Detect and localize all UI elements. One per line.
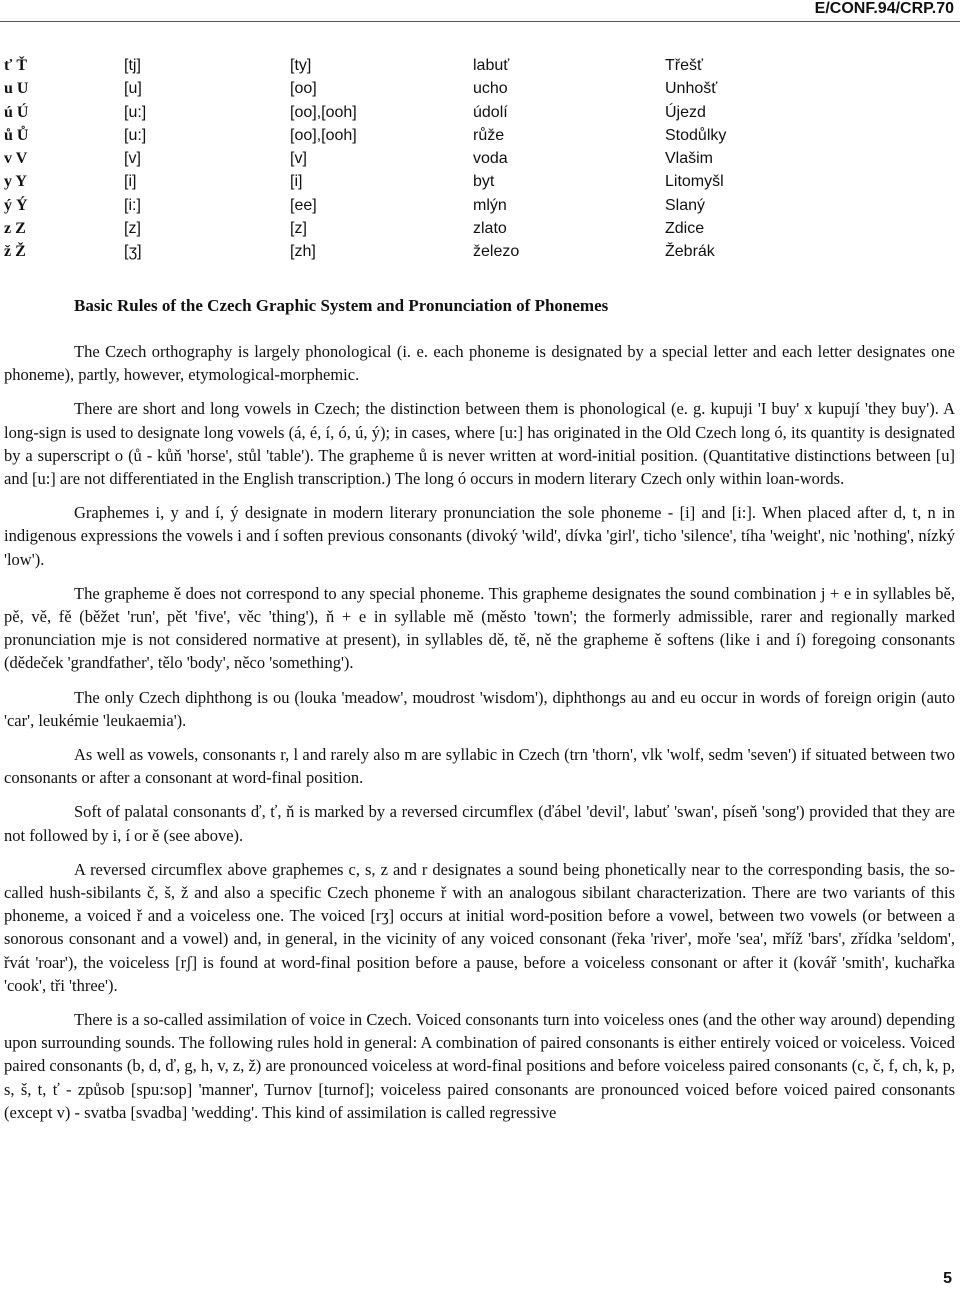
page-number: 5 bbox=[943, 1270, 952, 1287]
paragraph: As well as vowels, consonants r, l and rarely also m are syllabic in Czech (trn 'thorn', vlk 'wolf, sedm 'seven') if situated between two consonants or after a consonant at word-final position. bbox=[4, 745, 955, 788]
table-cell-letter: ť Ť bbox=[4, 57, 28, 74]
table-cell-example-word: labuť bbox=[473, 57, 510, 74]
table-cell-example-word: údolí bbox=[473, 103, 508, 121]
paragraph: There are short and long vowels in Czech; the distinction between them is phonological (e. g. kupuji 'I buy' x kupují 'they buy'). A long-sign is used to designate long vowels (á, é, í, ó, ú, ý); in cases, where [u:] has originated in the Old Czech long ó, its quantity is designated by a superscript o (ů - kůň 'horse', stůl 'table'). The grapheme ů is never written at word-initial position. (Quantitative distinctions between [u] and [u:] are not differentiated in the English transcription.) The long ó occurs in modern literary Czech only within loan-words. bbox=[4, 399, 955, 489]
paragraph: The only Czech diphthong is ou (louka 'meadow', moudrost 'wisdom'), diphthongs au and eu occur in words of foreign origin (auto 'car', leukémie 'leukaemia'). bbox=[4, 687, 955, 730]
table-cell-example-word: byt bbox=[473, 173, 495, 191]
table-row bbox=[0, 124, 960, 147]
table-cell-example-place: Zdice bbox=[665, 220, 705, 238]
table-cell-ipa: [ʒ] bbox=[124, 243, 142, 261]
table-row bbox=[0, 101, 960, 124]
table-cell-ipa: [z] bbox=[124, 220, 141, 238]
table-cell-letter: z Z bbox=[4, 220, 26, 238]
table-cell-example-place: Slaný bbox=[665, 196, 706, 214]
table-cell-english-transcription: [oo],[ooh] bbox=[290, 103, 357, 121]
table-cell-example-word: zlato bbox=[473, 220, 507, 238]
table-cell-english-transcription: [i] bbox=[290, 173, 303, 191]
paragraph: The Czech orthography is largely phonological (i. e. each phoneme is designated by a special letter and each letter designates one phoneme), partly, however, etymological-morphemic. bbox=[4, 342, 955, 385]
table-cell-ipa: [u:] bbox=[124, 126, 147, 144]
paragraph: There is a so-called assimilation of voice in Czech. Voiced consonants turn into voiceless ones (and the other way around) depending upon surrounding sounds. The following rules hold in general: A combination of paired consonants is either entirely voiced or voiceless. Voiced paired consonants (b, d, ď, g, h, v, z, ž) are pronounced voiceless at word-final positions and before voiceless paired consonants (c, č, f, ch, k, p, s, š, t, ť - způsob [spu:sop] 'manner', Turnov [turnof]; voiceless paired consonants are pronounced voiced before voiced paired consonants (except v) - svatba [svadba] 'wedding'. This kind of assimilation is called regressive bbox=[4, 1010, 955, 1122]
table-cell-letter: ž Ž bbox=[4, 243, 26, 261]
table-cell-example-word: růže bbox=[473, 126, 505, 144]
table-cell-example-place: Žebrák bbox=[665, 243, 715, 261]
table-cell-example-place: Vlašim bbox=[665, 150, 714, 168]
document-id: E/CONF.94/CRP.70 bbox=[814, 0, 954, 17]
table-cell-english-transcription: [v] bbox=[290, 150, 307, 168]
table-cell-example-place: Unhošť bbox=[665, 80, 718, 98]
table-row bbox=[0, 54, 960, 77]
table-cell-letter: ú Ú bbox=[4, 103, 29, 121]
table-cell-ipa: [v] bbox=[124, 150, 141, 168]
table-cell-example-word: mlýn bbox=[473, 196, 507, 214]
table-cell-ipa: [u] bbox=[124, 80, 142, 98]
table-cell-english-transcription: [oo] bbox=[290, 80, 317, 98]
table-cell-example-place: Újezd bbox=[665, 103, 706, 121]
table-cell-ipa: [tj] bbox=[124, 57, 141, 74]
table-cell-letter: ý Ý bbox=[4, 196, 28, 214]
section-heading: Basic Rules of the Czech Graphic System and Pronunciation of Phonemes bbox=[74, 296, 609, 315]
table-cell-letter: ů Ů bbox=[4, 126, 29, 144]
table-cell-letter: u U bbox=[4, 80, 29, 98]
table-cell-example-word: ucho bbox=[473, 80, 508, 98]
table-row bbox=[0, 170, 960, 193]
table-row bbox=[0, 194, 960, 217]
table-cell-example-word: voda bbox=[473, 150, 508, 168]
table-cell-english-transcription: [ee] bbox=[290, 196, 317, 214]
table-row bbox=[0, 217, 960, 240]
table-cell-english-transcription: [oo],[ooh] bbox=[290, 126, 357, 144]
header-rule bbox=[0, 21, 960, 22]
table-cell-english-transcription: [z] bbox=[290, 220, 307, 238]
table-row bbox=[0, 240, 960, 263]
table-cell-ipa: [u:] bbox=[124, 103, 147, 121]
paragraph: Graphemes i, y and í, ý designate in modern literary pronunciation the sole phoneme - [i] and [i:]. When placed after d, t, n in indigenous expressions the vowels i and í soften previous consonants (divoký 'wild', dívka 'girl', ticho 'silence', tíha 'weight', nic 'nothing', nízký 'low'). bbox=[4, 503, 955, 569]
table-row bbox=[0, 77, 960, 100]
table-cell-ipa: [i:] bbox=[124, 196, 141, 214]
table-cell-example-place: Stodůlky bbox=[665, 126, 727, 144]
table-cell-example-place: Třešť bbox=[665, 57, 703, 74]
table-cell-english-transcription: [zh] bbox=[290, 243, 316, 261]
table-cell-english-transcription: [ty] bbox=[290, 57, 312, 74]
paragraph: Soft of palatal consonants ď, ť, ň is marked by a reversed circumflex (ďábel 'devil', labuť 'swan', píseň 'song') provided that they are not followed by i, í or ě (see above). bbox=[4, 802, 955, 845]
paragraph: The grapheme ě does not correspond to any special phoneme. This grapheme designates the sound combination j + e in syllables bě, pě, vě, fě (běžet 'run', pět 'five', věc 'thing'), ň + e in syllable mě (město 'town'; the formerly admissible, rarer and regionally marked pronunciation mje is not considered normative at present), in syllables dě, tě, ně the grapheme ě softens (like i and í) foregoing consonants (dědeček 'grandfather', tělo 'body', něco 'something'). bbox=[4, 583, 955, 673]
body-text bbox=[4, 340, 955, 1135]
table-row bbox=[0, 147, 960, 170]
table-cell-ipa: [i] bbox=[124, 173, 137, 191]
paragraph: A reversed circumflex above graphemes c, s, z and r designates a sound being phonetically near to the corresponding basis, the so-called hush-sibilants č, š, ž and also a specific Czech phoneme ř with an analogous sibilant characterization. There are two variants of this phoneme, a voiced ř and a voiceless one. The voiced [rʒ] occurs at initial word-position before a vowel, between two vowels (or between a sonorous consonant and a vowel) and, in general, in the vicinity of any voiced consonant (řeka 'river', moře 'sea', mříž 'bars', zřídka 'seldom', řvát 'roar'), the voiceless [rʃ] is found at word-final position before a pause, before a voiceless consonant or after it (kovář 'smith', kuchařka 'cook', tři 'three'). bbox=[4, 859, 955, 995]
table-cell-letter: v V bbox=[4, 150, 28, 168]
letter-table bbox=[0, 54, 960, 264]
table-cell-example-place: Litomyšl bbox=[665, 173, 724, 191]
table-cell-letter: y Y bbox=[4, 173, 27, 191]
table-cell-example-word: železo bbox=[473, 243, 520, 261]
